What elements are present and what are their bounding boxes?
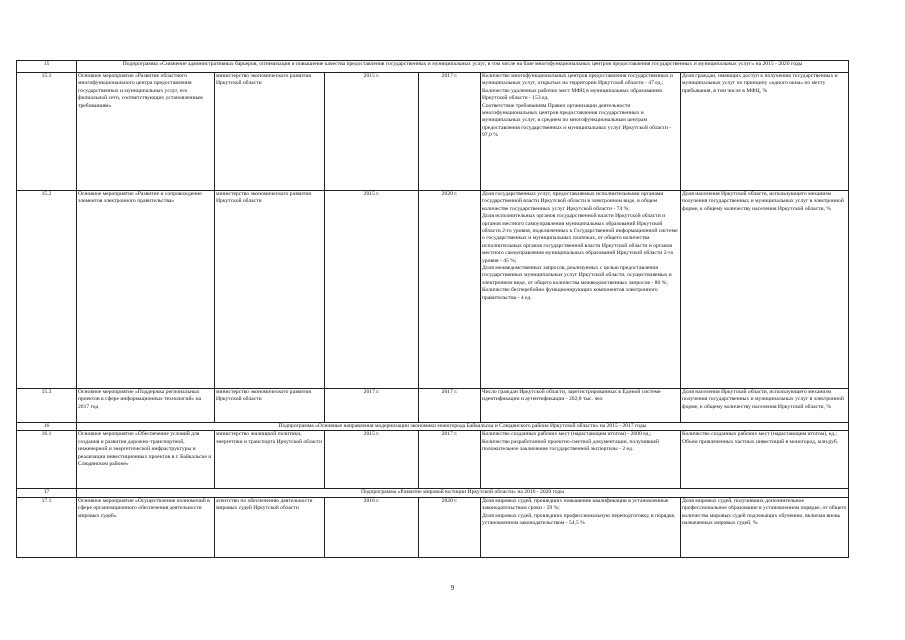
end-year: 2020 г. xyxy=(419,191,481,389)
expected-results xyxy=(481,389,681,423)
subprogram-row xyxy=(17,423,849,431)
subprogram-title: Подпрограмма «Снижение административных барьеров, оптимизация и повышение качества предоставления государственных и муниципальных услуг, в том числе на базе многофункциональных центров предоставления государственных и муниципальных услуг» на 2015 - 2020 годы xyxy=(77,61,849,73)
start-year: 2015 г. xyxy=(325,191,419,389)
table-row xyxy=(17,73,849,191)
indicator-item: Доля населения Иркутской области, использующего механизм получения государственных и муниципальных услуг в электронной форме, к общему количеству населения Иркутской области, % xyxy=(682,389,844,410)
target-indicators xyxy=(681,73,849,191)
target-indicators xyxy=(681,497,849,557)
page-number: 9 xyxy=(450,584,455,592)
activity-number: 16.1 xyxy=(17,431,77,489)
target-indicators xyxy=(681,389,849,423)
table-row xyxy=(17,431,849,489)
start-year: 2017 г. xyxy=(325,389,419,423)
activity-name: Основное мероприятие «Развитие областного многофункционального центра предоставления государственных и муниципальных услуг, его филиальной сети, соответствующих установленным требованиям» xyxy=(77,73,215,191)
subprogram-number: 16 xyxy=(17,423,77,431)
result-item: Число граждан Иркутской области, зарегистрированных в Единой системе идентификации и аутентификации - 202,8 тыс. чел xyxy=(482,389,661,403)
activity-name: Основное мероприятие «Осуществление полномочий в сфере организационного обеспечения деятельности мировых судей» xyxy=(77,497,215,557)
end-year: 2017 г. xyxy=(419,389,481,423)
target-indicators xyxy=(681,191,849,389)
subprogram-row xyxy=(17,61,849,73)
activity-name: Основное мероприятие «Поддержка региональных проектов в сфере информационных технологий» на 2017 год xyxy=(77,389,215,423)
responsible-executor: министерство жилищной политики, энергетики и транспорта Иркутской области xyxy=(215,431,325,489)
result-item: Доля мировых судей, прошедших повышение квалификации в установленные законодательством сроки - 59 %; xyxy=(482,497,669,512)
end-year: 2017 г. xyxy=(419,73,481,191)
responsible-executor: агентство по обеспечению деятельности мировых судей Иркутской области xyxy=(215,497,325,557)
end-year: 2017 г. xyxy=(419,431,481,489)
end-year: 2020 г. xyxy=(419,497,481,557)
result-item: Количество многофункциональных центров предоставления государственных и муниципальных услуг, открытых на территории Иркутской области - 47 ед.; xyxy=(482,73,673,87)
program-activities-table xyxy=(16,60,849,558)
result-item: Количество разработанной проектно-сметной документации, получившей положительное заключение государственной экспертизы - 2 ед. xyxy=(482,438,659,453)
activity-name: Основное мероприятие «Развитие и сопровождение элементов электронного правительства» xyxy=(77,191,215,389)
start-year: 2015 г. xyxy=(325,73,419,191)
target-indicators xyxy=(681,431,849,489)
activity-number: 15.3 xyxy=(17,389,77,423)
activity-number: 15.1 xyxy=(17,73,77,191)
subprogram-row xyxy=(17,489,849,497)
indicator-item: Доля граждан, имеющих доступ к получению государственных и муниципальных услуг по принципу «одного окна» по месту пребывания, в том числе в МФЦ, % xyxy=(682,73,838,94)
expected-results xyxy=(481,431,681,489)
activity-name: Основное мероприятие «Обеспечение условий для создания и развития дорожно-транспортной, инженерной и энергетической инфраструктуры и реализации инвестиционных проектов в г. Байкальске и Слюдянском районе» xyxy=(77,431,215,489)
expected-results xyxy=(481,191,681,389)
activity-number: 17.1 xyxy=(17,497,77,557)
result-item: Доля межведомственных запросов, реализуемых с целью предоставления государственных муниципальных услуг Иркутской области, осуществляемых в электронном виде, от общего количества межведомственных запросов - 80 %; xyxy=(482,265,672,286)
activity-number: 15.2 xyxy=(17,191,77,389)
program-table-sheet xyxy=(16,60,848,558)
table-body xyxy=(17,61,849,558)
responsible-executor: министерство экономического развития Иркутской области xyxy=(215,389,325,423)
start-year: 2016 г. xyxy=(325,497,419,557)
expected-results xyxy=(481,497,681,557)
result-item: Количество удаленных рабочих мест МФЦ в муниципальных образованиях Иркутской области - 153 ед. xyxy=(482,87,663,102)
responsible-executor: министерство экономического развития Иркутской области xyxy=(215,73,325,191)
result-item: Соответствие требованиям Правил организации деятельности многофункциональных центров предоставления государственных и муниципальных услуг, в среднем по многофункциональным центрам предоставления государственных и муниципальных услуг Иркутской области - 97,0 % xyxy=(482,102,672,139)
subprogram-number: 17 xyxy=(17,489,77,497)
result-item: Доля исполнительных органов государственной власти Иркутской области и органов местного самоуправления муниципальных образований Иркутской области 2-го уровня, подключенных к Государственной информационной системе о государственных и муниципальных платежах, от общего количества исполнительных органов государственной власти Иркутской области и органов местного самоуправления муниципальных образований Иркутской области 2-го уровня - 45 %; xyxy=(482,213,678,264)
table-row xyxy=(17,191,849,389)
indicator-item: Доля мировых судей, получивших дополнительное профессиональное образование в установленном порядке, от общего количества мировых судей подлежащих обучению, включая вновь назначенных мировых судей, % xyxy=(682,497,847,527)
indicator-item: Количество созданных рабочих мест (нарастающим итогом), ед.; xyxy=(682,431,837,438)
indicator-item: Объем привлеченных частных инвестиций в моногород, млн.руб. xyxy=(682,438,839,445)
result-item: Количество бесперебойно функционирующих компонентов электронного правительства - 4 ед. xyxy=(482,287,658,301)
start-year: 2015 г. xyxy=(325,431,419,489)
responsible-executor: министерство экономического развития Иркутской области xyxy=(215,191,325,389)
subprogram-title: Подпрограмма «Развитие мировой юстиции Иркутской области» на 2016 - 2020 годы xyxy=(77,489,849,497)
subprogram-title: Подпрограмма «Основные направления модернизации экономики моногорода Байкальска и Слюдянского района Иркутской области» на 2015 - 2017 годы xyxy=(77,423,849,431)
table-row xyxy=(17,497,849,557)
indicator-item: Доля населения Иркутской области, использующего механизм получения государственных и муниципальных услуг в электронной форме, к общему количеству населения Иркутской области, % xyxy=(682,191,844,212)
result-item: Доля государственных услуг, предоставляемых исполнительными органами государственной власти Иркутской области в электронном виде, в общем количестве государственных услуг Иркутской области - 74 %; xyxy=(482,191,664,212)
result-item: Доля мировых судей, прошедших профессиональную переподготовку, в порядке, установленном законодательством - 54,5 % xyxy=(482,512,676,527)
expected-results xyxy=(481,73,681,191)
subprogram-number: 15 xyxy=(17,61,77,73)
table-row xyxy=(17,389,849,423)
result-item: Количество созданных рабочих мест (нарастающим итогом) - 2600 ед.; xyxy=(482,431,652,438)
